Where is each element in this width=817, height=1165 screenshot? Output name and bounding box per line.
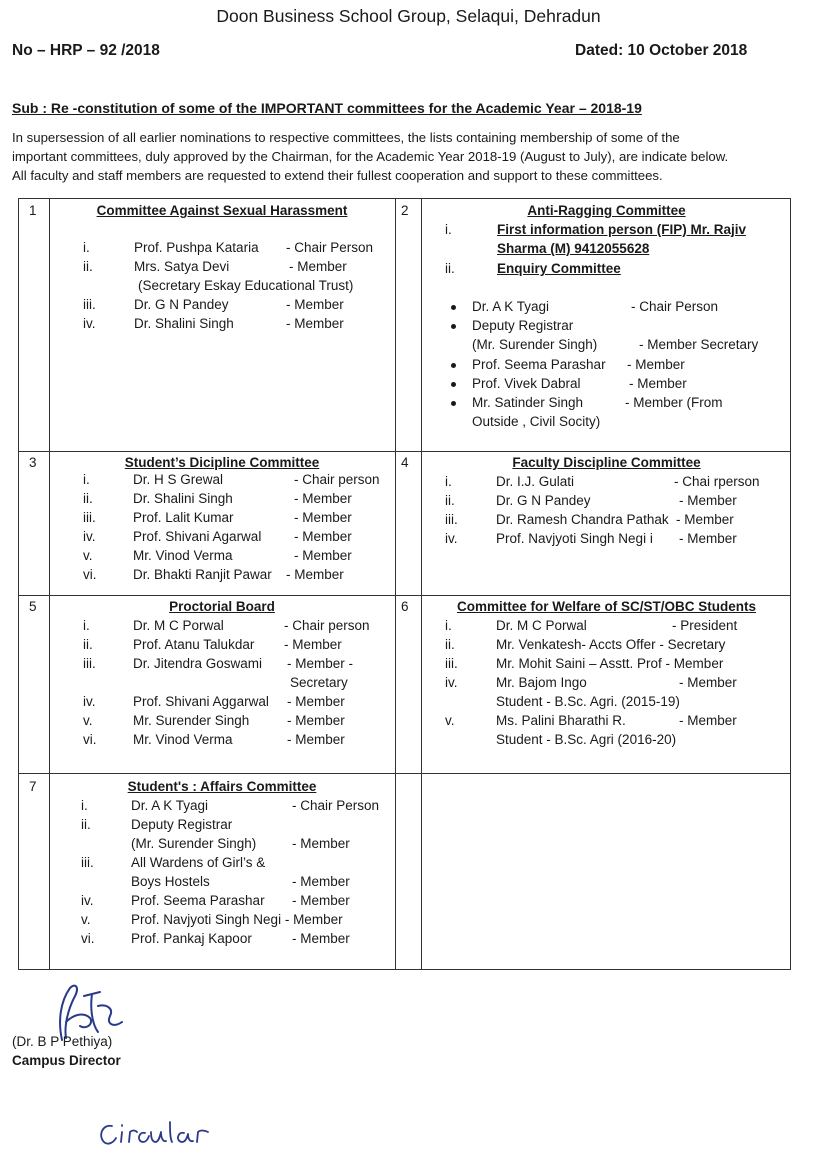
member-index: iv.	[83, 529, 96, 544]
member-name: Prof. Shivani Aggarwal	[133, 694, 269, 709]
committee-title: Committee for Welfare of SC/ST/OBC Students	[456, 599, 757, 614]
bullet-icon	[451, 305, 456, 310]
fip-line: Sharma (M) 9412055628	[497, 241, 650, 256]
member-index: vi.	[83, 732, 97, 747]
member-name: Prof. Atanu Talukdar	[133, 637, 255, 652]
member-role: - Member	[627, 357, 685, 372]
member-name: Mr. Mohit Saini – Asstt. Prof - Member	[496, 656, 724, 671]
member-index: v.	[83, 713, 93, 728]
member-role: - Member	[294, 491, 352, 506]
committee-number: 2	[401, 203, 409, 218]
member-role: - Member	[679, 713, 737, 728]
member-role: - Member	[287, 694, 345, 709]
member-index: v.	[81, 912, 91, 927]
member-index: ii.	[445, 493, 455, 508]
member-role: - Member	[289, 259, 347, 274]
member-role: - Chair Person	[631, 299, 719, 314]
member-name: Dr. A K Tyagi	[131, 798, 209, 813]
member-role: - Member	[294, 510, 352, 525]
member-index: vi.	[83, 567, 97, 582]
member-name: Mr. Venkatesh- Accts Offer - Secretary	[496, 637, 726, 652]
member-name: Mr. Surender Singh	[133, 713, 250, 728]
member-name: Ms. Palini Bharathi R.	[496, 713, 626, 728]
committee-title: Proctorial Board	[169, 599, 275, 614]
section-index: ii.	[445, 261, 455, 276]
member-name: All Wardens of Girl’s &	[131, 855, 266, 870]
member-name: Dr. Shalini Singh	[134, 316, 234, 331]
member-role: - Chair Person	[292, 798, 380, 813]
member-index: ii.	[83, 259, 93, 274]
reference-number: No – HRP – 92 /2018	[12, 42, 160, 59]
member-index: i.	[83, 240, 90, 255]
column-divider	[49, 199, 50, 969]
member-index: iv.	[445, 675, 458, 690]
member-name: Deputy Registrar	[472, 318, 574, 333]
intro-paragraph	[12, 128, 728, 185]
member-name: Dr. A K Tyagi	[472, 299, 550, 314]
intro-line: In supersession of all earlier nominations to respective committees, the lists containing membership of some of the	[12, 130, 680, 145]
subject-line: Sub : Re -constitution of some of the IMPORTANT committees for the Academic Year – 2018-19	[12, 100, 642, 116]
column-divider	[395, 199, 396, 969]
member-name: (Mr. Surender Singh)	[131, 836, 257, 851]
section-index: i.	[445, 222, 452, 237]
member-role: - Member	[679, 675, 737, 690]
handwritten-circular-note	[96, 1118, 221, 1150]
member-name: Prof. Shivani Agarwal	[133, 529, 262, 544]
member-index: i.	[83, 618, 90, 633]
member-note: (Secretary Eskay Educational Trust)	[138, 278, 354, 293]
committee-number: 7	[29, 779, 37, 794]
member-index: i.	[81, 798, 88, 813]
committee-number: 4	[401, 455, 409, 470]
member-name: Dr. G N Pandey	[134, 297, 229, 312]
fip-line: First information person (FIP) Mr. Rajiv	[497, 222, 747, 237]
member-name: (Mr. Surender Singh)	[472, 337, 598, 352]
committee-number: 5	[29, 599, 37, 614]
bullet-icon	[451, 382, 456, 387]
member-role: - Member -	[287, 656, 354, 671]
member-index: ii.	[83, 637, 93, 652]
member-role: - President	[672, 618, 738, 633]
member-role: - Member Secretary	[639, 337, 759, 352]
member-index: v.	[445, 713, 455, 728]
member-index: iii.	[83, 656, 96, 671]
bullet-icon	[451, 401, 456, 406]
member-index: iii.	[81, 855, 94, 870]
member-name: Mr. Vinod Verma	[133, 548, 233, 563]
member-role: - Chair Person	[286, 240, 374, 255]
member-index: iv.	[83, 316, 96, 331]
member-index: ii.	[445, 637, 455, 652]
committee-table	[18, 198, 791, 970]
institution-title: Doon Business School Group, Selaqui, Dehradun	[216, 6, 601, 26]
committee-number: 6	[401, 599, 409, 614]
intro-line: important committees, duly approved by the Chairman, for the Academic Year 2018-19 (August to July), are indicate below.	[12, 149, 729, 164]
member-index: i.	[445, 618, 452, 633]
member-name: Dr. M C Porwal	[133, 618, 224, 633]
member-name: Dr. H S Grewal	[133, 472, 224, 487]
member-note: Student - B.Sc. Agri (2016-20)	[496, 732, 677, 747]
member-name: Prof. Lalit Kumar	[133, 510, 234, 525]
member-role: - Member	[284, 637, 342, 652]
member-index: ii.	[81, 817, 91, 832]
committee-number: 3	[29, 455, 37, 470]
member-index: v.	[83, 548, 93, 563]
member-name: Dr. Ramesh Chandra Pathak	[496, 512, 669, 527]
member-name: Dr. Shalini Singh	[133, 491, 233, 506]
member-role: - Chair person	[284, 618, 370, 633]
member-index: iv.	[83, 694, 96, 709]
committee-title: Committee Against Sexual Harassment	[96, 203, 348, 218]
bullet-icon	[451, 363, 456, 368]
member-role: - Member	[286, 567, 344, 582]
member-role: - Member	[286, 297, 344, 312]
member-name: Prof. Navjyoti Singh Negi i	[496, 531, 653, 546]
member-role: - Member	[292, 893, 350, 908]
member-role: - Member	[629, 376, 687, 391]
member-index: iii.	[445, 512, 458, 527]
member-index: iv.	[81, 893, 94, 908]
member-name: Mr. Bajom Ingo	[496, 675, 587, 690]
member-name: Prof. Navjyoti Singh Negi - Member	[131, 912, 343, 927]
committee-title: Student’s Dicipline Committee	[124, 455, 320, 470]
member-note: Outside , Civil Socity)	[472, 414, 601, 429]
member-role: - Member	[287, 713, 345, 728]
signatory-name: (Dr. B P Pethiya)	[12, 1034, 113, 1049]
member-role: - Member	[286, 316, 344, 331]
member-role: - Member	[292, 931, 350, 946]
member-name: Boys Hostels	[131, 874, 210, 889]
member-name: Mr. Vinod Verma	[133, 732, 233, 747]
member-name: Dr. I.J. Gulati	[496, 474, 575, 489]
member-index: vi.	[81, 931, 95, 946]
signatory-designation: Campus Director	[12, 1053, 121, 1068]
member-name: Prof. Seema Parashar	[472, 357, 606, 372]
column-divider	[421, 199, 422, 969]
row-divider	[19, 451, 790, 452]
member-role: - Member	[294, 529, 352, 544]
member-name: Dr. Jitendra Goswami	[133, 656, 263, 671]
member-name: Deputy Registrar	[131, 817, 233, 832]
member-name: Dr. M C Porwal	[496, 618, 587, 633]
member-index: i.	[445, 474, 452, 489]
member-index: iii.	[83, 297, 96, 312]
member-role: - Member	[287, 732, 345, 747]
member-index: ii.	[83, 491, 93, 506]
member-index: i.	[83, 472, 90, 487]
member-role: - Chai rperson	[674, 474, 760, 489]
member-name: Dr. Bhakti Ranjit Pawar	[133, 567, 272, 582]
member-index: iii.	[445, 656, 458, 671]
member-index: iv.	[445, 531, 458, 546]
member-name: Prof. Pushpa Kataria	[134, 240, 259, 255]
member-role: - Member	[292, 836, 350, 851]
member-index: iii.	[83, 510, 96, 525]
member-name: Prof. Pankaj Kapoor	[131, 931, 252, 946]
document-date: Dated: 10 October 2018	[575, 42, 748, 59]
member-note: Student - B.Sc. Agri. (2015-19)	[496, 694, 680, 709]
member-role: - Member	[292, 874, 350, 889]
committee-number: 1	[29, 203, 37, 218]
committee-title: Faculty Discipline Committee	[512, 455, 701, 470]
row-divider	[19, 773, 790, 774]
row-divider	[19, 595, 790, 596]
member-role: - Member	[679, 531, 737, 546]
member-name: Prof. Seema Parashar	[131, 893, 265, 908]
committee-title: Anti-Ragging Committee	[527, 203, 686, 218]
section-heading: Enquiry Committee	[497, 261, 621, 276]
member-name: Mrs. Satya Devi	[134, 259, 230, 274]
member-role: - Member	[676, 512, 734, 527]
member-role: - Member (From	[625, 395, 723, 410]
member-role: - Member	[294, 548, 352, 563]
bullet-icon	[451, 324, 456, 329]
intro-line: All faculty and staff members are requested to extend their fullest cooperation and support to these committees.	[12, 168, 663, 183]
member-role: - Chair person	[294, 472, 380, 487]
member-role: Secretary	[290, 675, 348, 690]
committee-title: Student's : Affairs Committee	[127, 779, 317, 794]
member-name: Dr. G N Pandey	[496, 493, 591, 508]
member-role: - Member	[679, 493, 737, 508]
member-name: Prof. Vivek Dabral	[472, 376, 581, 391]
member-name: Mr. Satinder Singh	[472, 395, 584, 410]
